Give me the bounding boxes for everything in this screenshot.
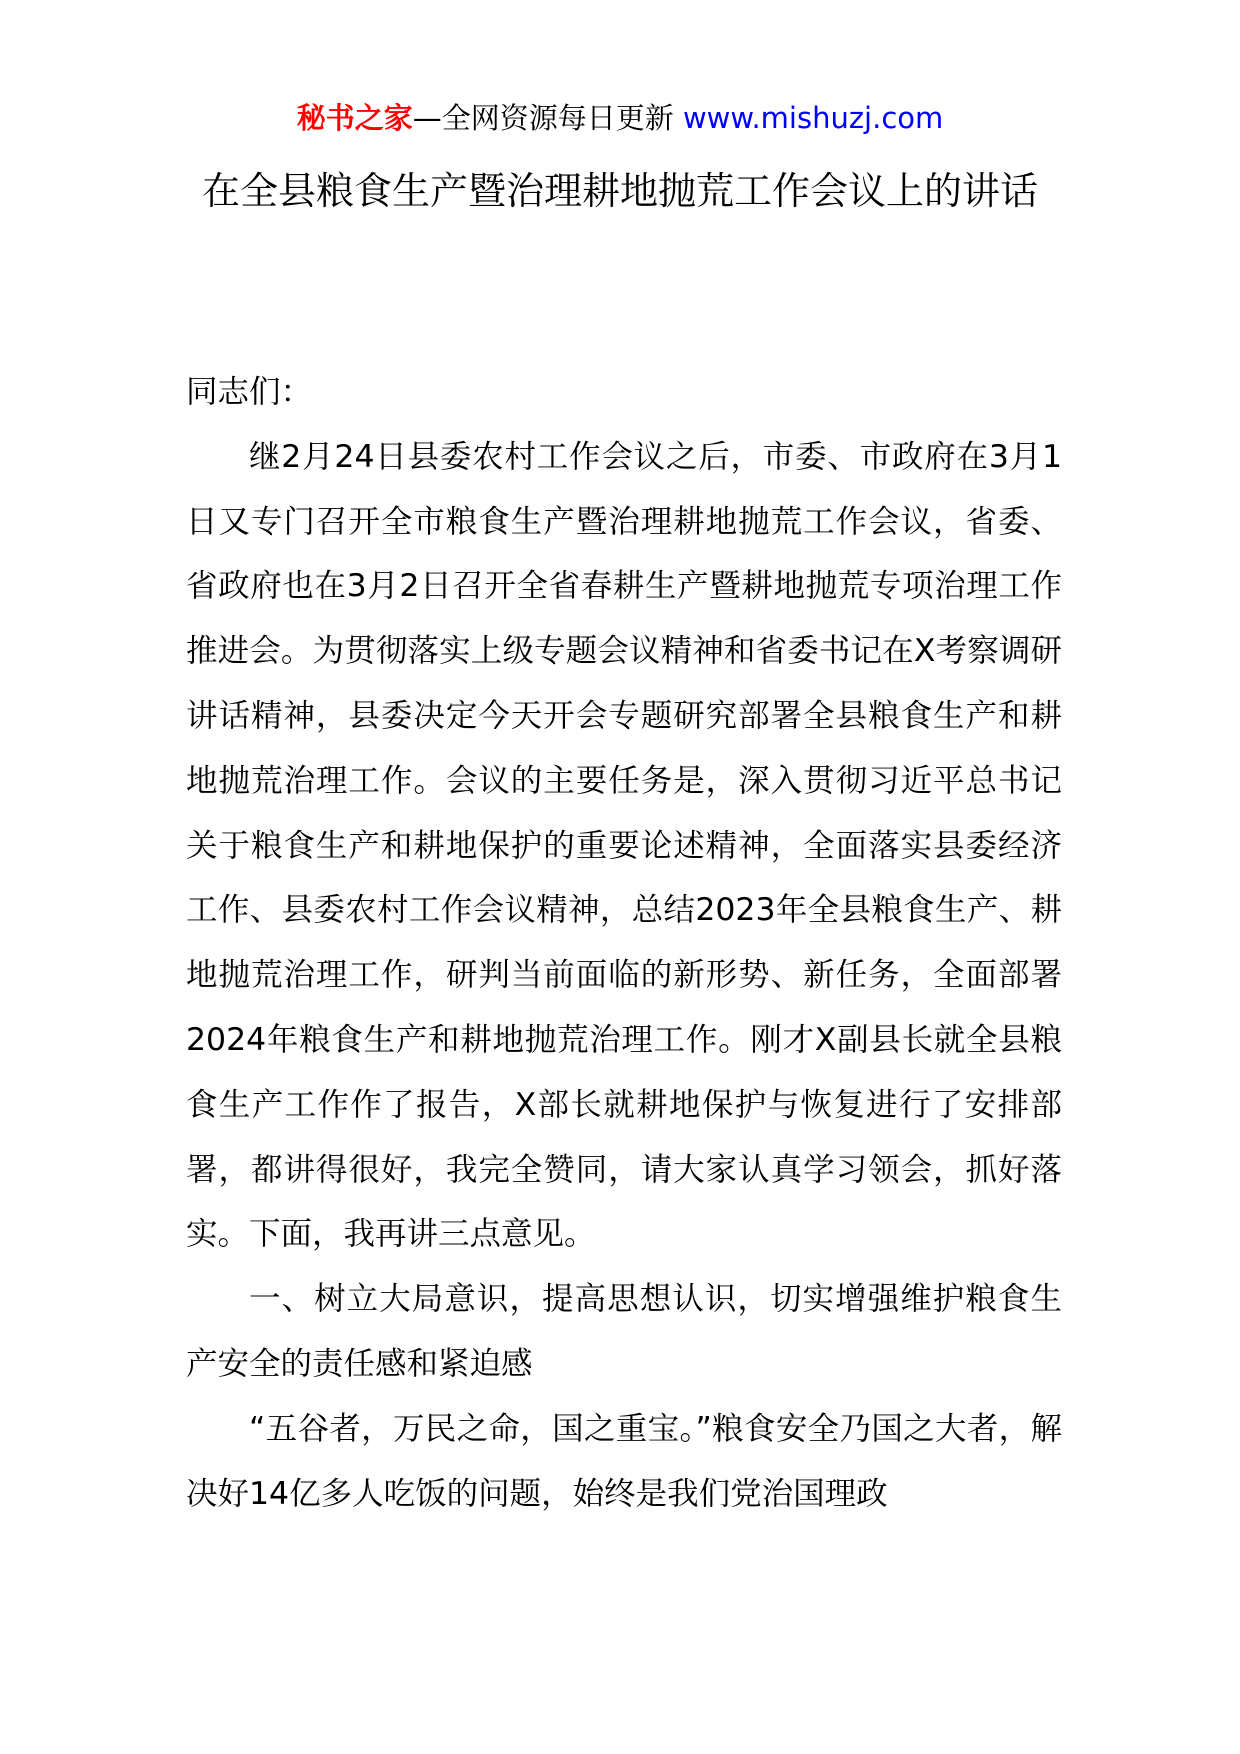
document-title: 在全县粮食生产暨治理耕地抛荒工作会议上的讲话 [201,169,1038,213]
header-tagline: —全网资源每日更新 [412,101,683,135]
site-header [0,98,1240,138]
paragraph-section-one: “五谷者，万民之命，国之重宝。”粮食安全乃国之大者，解决好14亿多人吃饭的问题，始终是我们党治国理政 [186,1410,1062,1512]
paragraph-intro: 继2月24日县委农村工作会议之后，市委、市政府在3月1日又专门召开全市粮食生产暨治理耕地抛荒工作会议，省委、省政府也在3月2日召开全省春耕生产暨耕地抛荒专项治理工作推进会。为贯彻落实上级专题会议精神和省委书记在X考察调研讲话精神，县委决定今天开会专题研究部署全县粮食生产和耕地抛荒治理工作。会议的主要任务是，深入贯彻习近平总书记关于粮食生产和耕地保护的重要论述精神，全面落实县委经济工作、县委农村工作会议精神，总结2023年全县粮食生产、耕地抛荒治理工作，研判当前面临的新形势、新任务，全面部署2024年粮食生产和耕地抛荒治理工作。刚才X副县长就全县粮食生产工作作了报告，X部长就耕地保护与恢复进行了安排部署，都讲得很好，我完全赞同，请大家认真学习领会，抓好落实。下面，我再讲三点意见。 [186,438,1062,1253]
section-heading-one: 一、树立大局意识，提高思想认识，切实增强维护粮食生产安全的责任感和紧迫感 [186,1281,1062,1382]
document-body [186,360,1062,1526]
salutation: 同志们： [186,374,313,410]
site-url-link[interactable]: www.mishuzj.com [682,101,944,135]
brand-name: 秘书之家 [296,101,413,135]
